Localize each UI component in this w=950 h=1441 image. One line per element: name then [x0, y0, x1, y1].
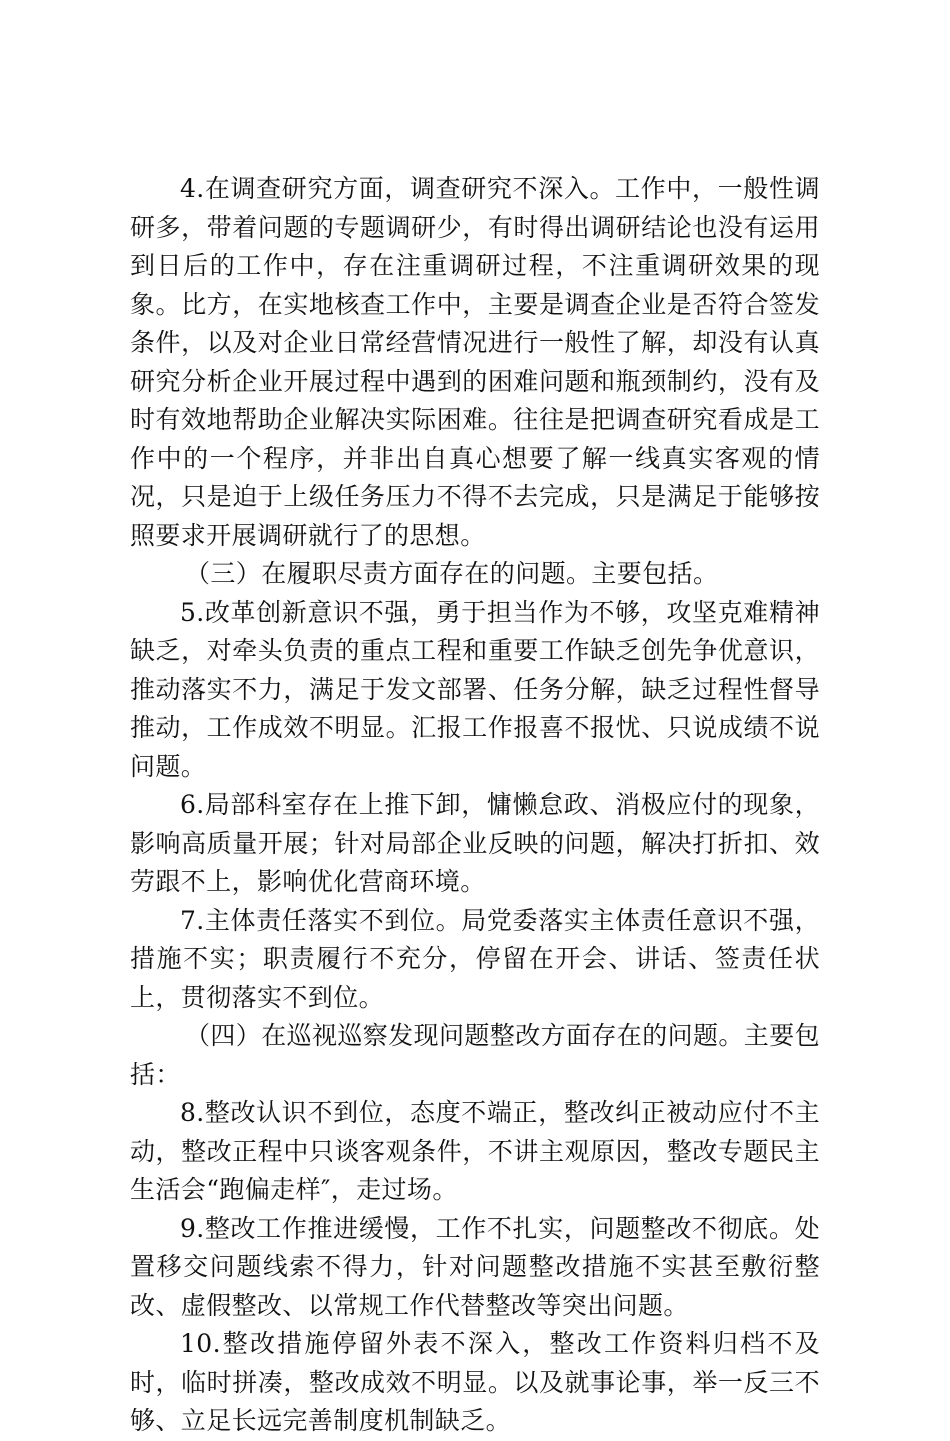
paragraph-item-8-awareness: 8.整改认识不到位，态度不端正，整改纠正被动应付不主动，整改正程中只谈客观条件，不讲主观原因，整改专题民主生活会“跑偏走样″，走过场。: [130, 1098, 820, 1204]
paragraph-item-4-research: 4.在调查研究方面，调查研究不深入。工作中，一般性调研多，带着问题的专题调研少，有时得出调研结论也没有运用到日后的工作中，存在注重调研过程，不注重调研效果的现象。比方，在实地核查工作中，主要是调查企业是否符合签发条件，以及对企业日常经营情况进行一般性了解，却没有认真研究分析企业开展过程中遇到的困难问题和瓶颈制约，没有及时有效地帮助企业解决实际困难。往往是把调查研究看成是工作中的一个程序，并非出自真心想要了解一线真实客观的情况，只是迫于上级任务压力不得不去完成，只是满足于能够按照要求开展调研就行了的思想。: [130, 174, 820, 550]
section-heading-3-duties: （三）在履职尽责方面存在的问题。主要包括。: [185, 559, 719, 588]
paragraph-item-6-departments: 6.局部科室存在上推下卸，慵懒怠政、消极应付的现象，影响高质量开展；针对局部企业反映的问题，解决打折扣、效劳跟不上，影响优化营商环境。: [130, 790, 820, 896]
paragraph-item-10-measures: 10.整改措施停留外表不深入，整改工作资料归档不及时，临时拼凑，整改成效不明显。以及就事论事，举一反三不够、立足长远完善制度机制缺乏。: [130, 1329, 820, 1435]
document-body: [130, 170, 820, 1441]
paragraph-item-9-progress: 9.整改工作推进缓慢，工作不扎实，问题整改不彻底。处置移交问题线索不得力，针对问题整改措施不实甚至敷衍整改、虚假整改、以常规工作代替整改等突出问题。: [130, 1213, 820, 1320]
section-heading-4-rectification: （四）在巡视巡察发现问题整改方面存在的问题。主要包括：: [130, 1021, 821, 1089]
paragraph-item-5-innovation: 5.改革创新意识不强，勇于担当作为不够，攻坚克难精神缺乏，对牵头负责的重点工程和重要工作缺乏创先争优意识，推动落实不力，满足于发文部署、任务分解，缺乏过程性督导推动，工作成效不明显。汇报工作报喜不报忧、只说成绩不说问题。: [130, 597, 820, 781]
paragraph-item-7-responsibility: 7.主体责任落实不到位。局党委落实主体责任意识不强，措施不实；职责履行不充分，停留在开会、讲话、签责任状上，贯彻落实不到位。: [130, 905, 820, 1012]
